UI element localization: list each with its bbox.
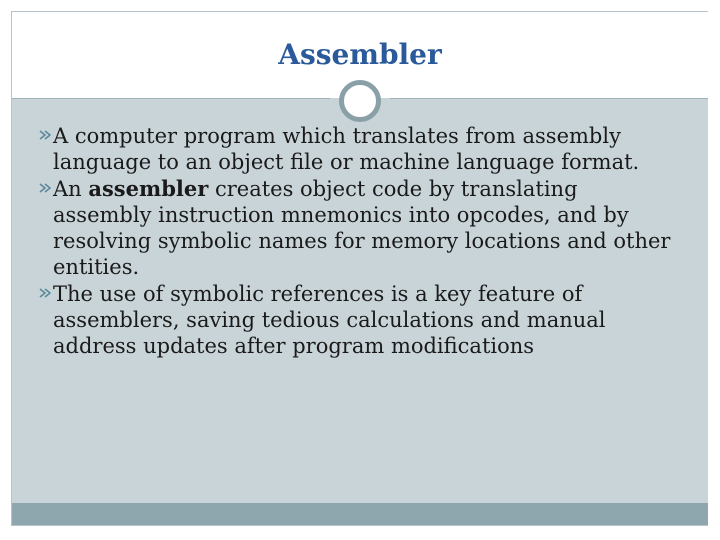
title-divider-right [390,98,708,99]
emphasized-term: assembler [88,176,209,201]
bullet-text: The use of symbolic references is a key feature of assemblers, saving tedious calculations and manual address updates after program modifications [53,282,606,358]
bullet-text: An assembler creates object code by translating assembly instruction mnemonics into opcodes, and by resolving symbolic names for memory locations and other entities. [53,176,671,279]
ring-ornament-icon [339,80,381,122]
bullet-arrow-icon [38,286,52,300]
slide-title: Assembler [278,38,442,71]
bullet-item [38,281,678,359]
bullet-item [38,123,678,175]
bullet-arrow-icon [38,181,52,195]
bullet-arrow-icon [38,128,52,142]
bullet-text: A computer program which translates from assembly language to an object file or machine language format. [53,124,640,174]
bottom-bar [12,503,708,525]
title-divider-left [12,98,330,99]
bullet-item [38,176,678,280]
bullet-list [38,123,678,360]
